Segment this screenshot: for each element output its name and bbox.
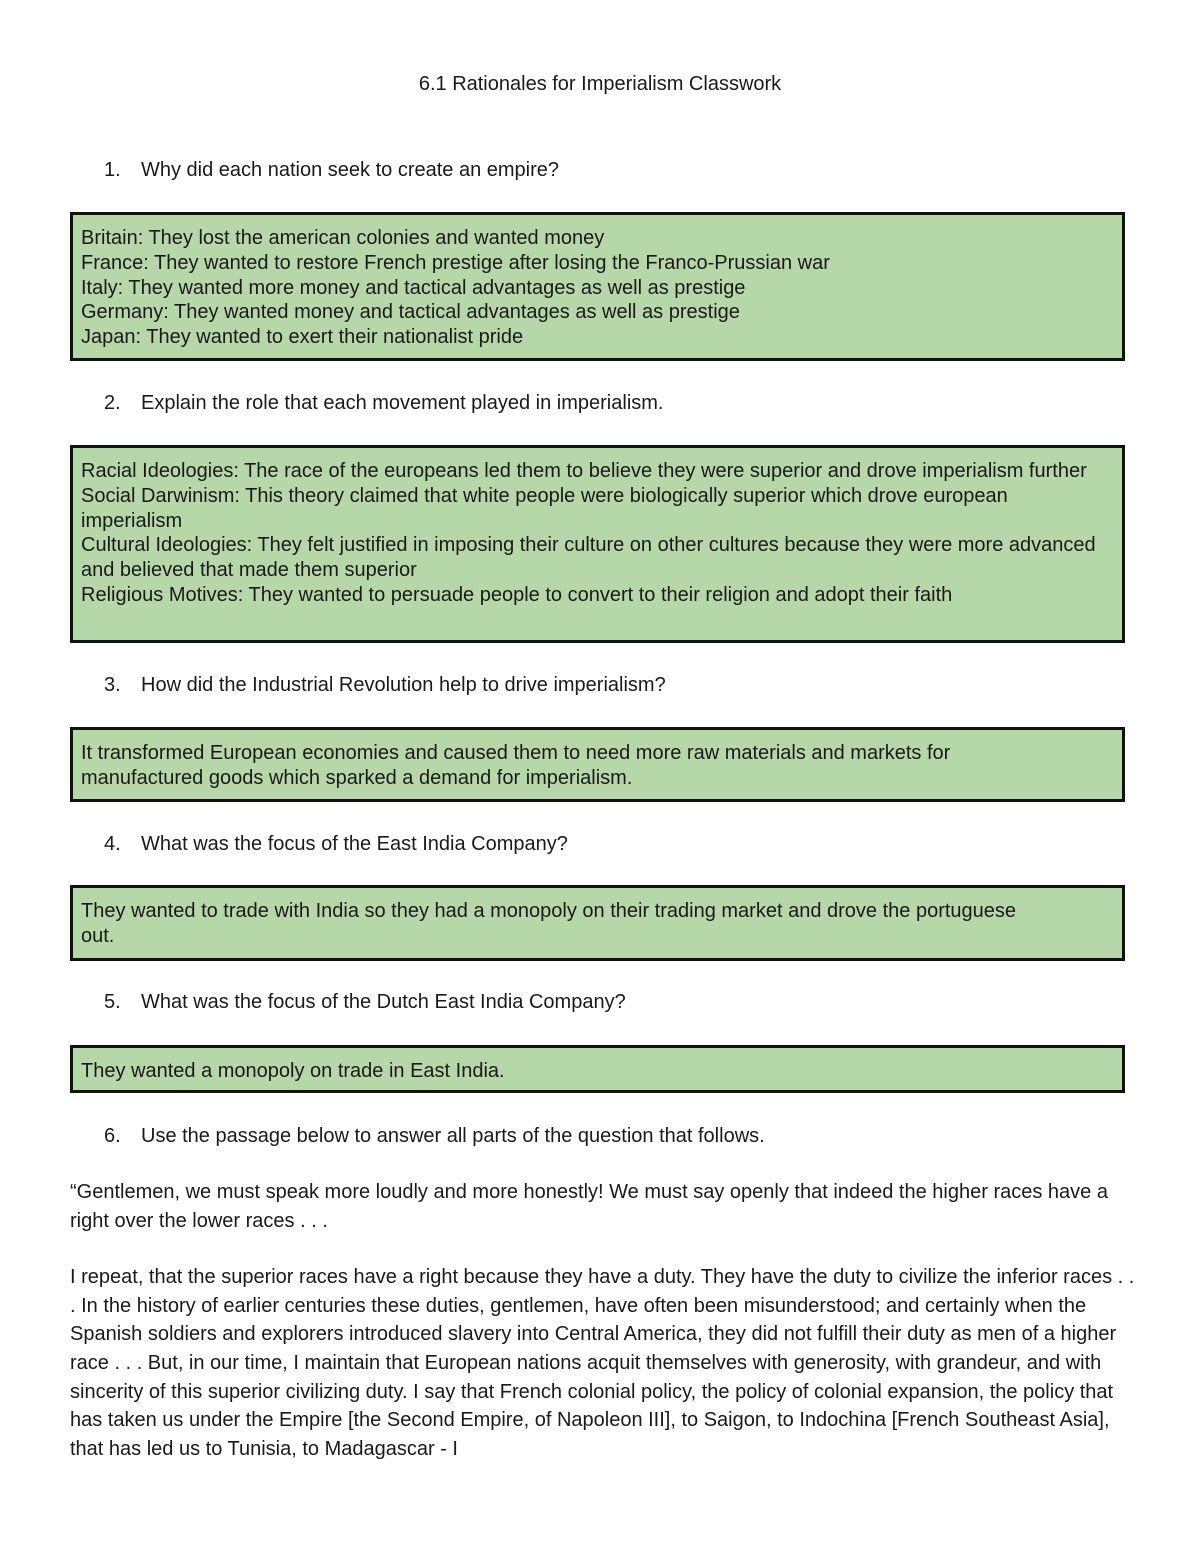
answer-line: Religious Motives: They wanted to persuade people to convert to their religion and adopt their faith [81, 583, 953, 606]
answer-line: They wanted a monopoly on trade in East India. [81, 1060, 505, 1082]
answer-line: Social Darwinism: This theory claimed that white people were biologically superior which drove european imperialism [81, 484, 1008, 532]
question-number: 1. [104, 159, 121, 181]
question-text: What was the focus of the Dutch East India Company? [141, 991, 626, 1013]
passage-paragraph: I repeat, that the superior races have a right because they have a duty. They have the duty to civilize the inferior races . . . In the history of earlier centuries these duties, gentlemen, have often been misunderstood; and certainly when the Spanish soldiers and explorers introduced slavery into Central America, they did not fulfill their duty as men of a higher race . . . But, in our time, I maintain that European nations acquit themselves with generosity, with grandeur, and with sincerity of this superior civilizing duty. I say that French colonial policy, the policy of colonial expansion, the policy that has taken us under the Empire [the Second Empire, of Napoleon III], to Saigon, to Indochina [French Southeast Asia], that has led us to Tunisia, to Madagascar - I [70, 1266, 1135, 1460]
answer-line: It transformed European economies and caused them to need more raw materials and markets for manufactured goods which sparked a demand for imperialism. [81, 742, 951, 789]
answer-line: France: They wanted to restore French prestige after losing the Franco-Prussian war [81, 251, 830, 274]
question-1 [104, 156, 559, 184]
question-3 [104, 671, 666, 699]
answer-line: They wanted to trade with India so they had a monopoly on their trading market and drove the portuguese out. [81, 900, 1017, 947]
question-6 [104, 1122, 765, 1150]
question-number: 5. [104, 991, 121, 1013]
question-2 [104, 389, 663, 417]
question-text: How did the Industrial Revolution help to drive imperialism? [141, 674, 666, 696]
question-5 [104, 988, 626, 1016]
question-number: 3. [104, 674, 121, 696]
question-number: 2. [104, 392, 121, 414]
answer-line: Cultural Ideologies: They felt justified in imposing their culture on other cultures because they were more advanced and believed that made them superior [81, 534, 1096, 582]
answer-box-4[interactable] [70, 885, 1125, 961]
question-text: Use the passage below to answer all parts of the question that follows. [141, 1125, 765, 1147]
answer-box-2[interactable] [70, 445, 1125, 643]
question-number: 4. [104, 833, 121, 855]
passage-paragraph: “Gentlemen, we must speak more loudly and more honestly! We must say openly that indeed the higher races have a right over the lower races . . . [70, 1181, 1108, 1232]
page-title: 6.1 Rationales for Imperialism Classwork [418, 73, 782, 95]
answer-line: Italy: They wanted more money and tactical advantages as well as prestige [81, 276, 746, 299]
answer-box-1[interactable] [70, 212, 1125, 361]
answer-line: Britain: They lost the american colonies and wanted money [81, 227, 605, 249]
question-text: What was the focus of the East India Company? [141, 833, 568, 855]
answer-line: Germany: They wanted money and tactical advantages as well as prestige [81, 301, 740, 324]
question-4 [104, 830, 568, 858]
answer-line: Japan: They wanted to exert their nationalist pride [81, 326, 524, 349]
question-number: 6. [104, 1125, 121, 1147]
quoted-passage [70, 1178, 1140, 1463]
answer-box-3[interactable] [70, 727, 1125, 802]
question-text: Explain the role that each movement played in imperialism. [141, 392, 664, 414]
answer-line: Racial Ideologies: The race of the europeans led them to believe they were superior and drove imperialism further [81, 460, 1087, 482]
question-text: Why did each nation seek to create an empire? [141, 159, 560, 181]
answer-box-5[interactable] [70, 1045, 1125, 1093]
